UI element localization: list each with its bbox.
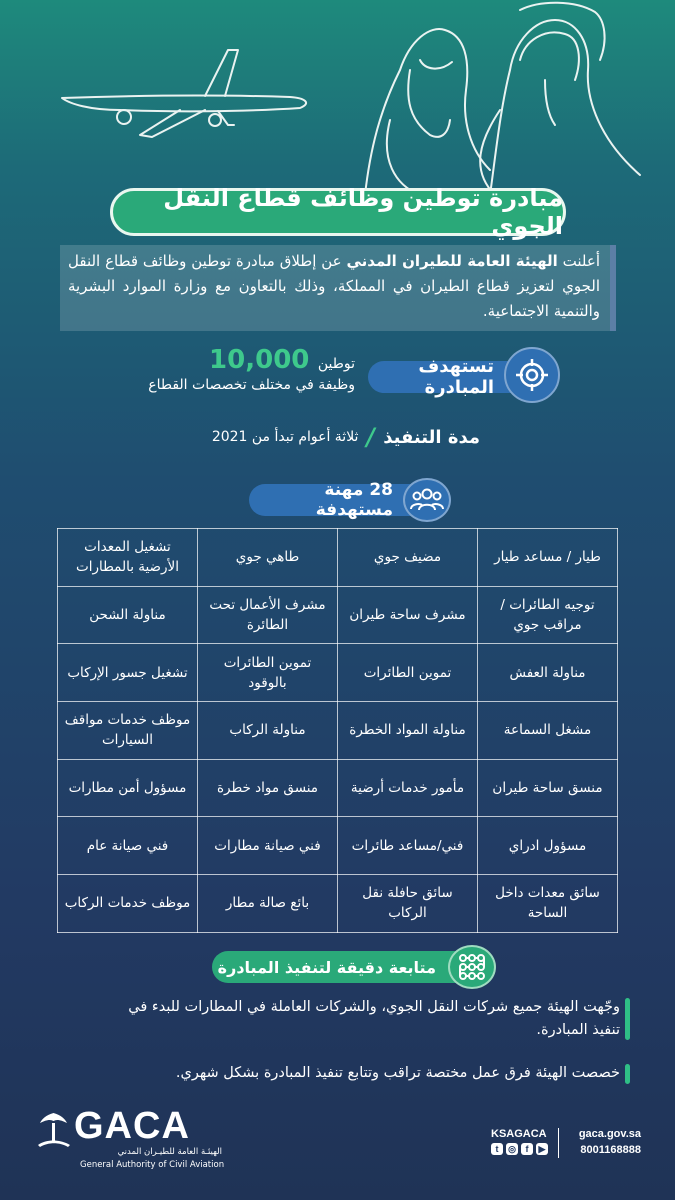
slash-divider-icon: / — [364, 423, 378, 451]
job-cell: سائق معدات داخل الساحة — [478, 875, 618, 933]
table-row — [58, 875, 618, 933]
table-row — [58, 586, 618, 644]
social-handle[interactable]: KSAGACA — [491, 1128, 547, 1140]
footer-divider — [558, 1128, 559, 1158]
job-cell: منسق ساحة طيران — [478, 759, 618, 817]
job-cell: مأمور خدمات أرضية — [338, 759, 478, 817]
target-icon — [504, 347, 560, 403]
intro-authority: الهيئة العامة للطيران المدني — [346, 252, 558, 270]
woman-figure-icon — [365, 29, 490, 195]
website-link[interactable]: gaca.gov.sa — [578, 1128, 641, 1140]
table-row — [58, 759, 618, 817]
intro-prefix: أعلنت — [557, 252, 600, 270]
footer-contact — [491, 1128, 641, 1168]
intro-paragraph — [60, 245, 616, 331]
gaca-english-name: General Authority of Civil Aviation — [80, 1160, 225, 1170]
follow-label: متابعة دقيقة لتنفيذ المبادرة — [212, 951, 462, 983]
jobs-section-header — [235, 478, 455, 522]
workflow-icon — [448, 945, 496, 989]
target-line2: وظيفة في مختلف تخصصات القطاع — [148, 377, 355, 393]
man-figure-icon — [480, 3, 640, 195]
instagram-icon[interactable]: ◎ — [506, 1143, 518, 1155]
job-cell: فني صيانة مطارات — [198, 817, 338, 875]
target-section — [110, 345, 560, 405]
people-group-icon — [403, 478, 451, 522]
phone-number[interactable]: 8001168888 — [580, 1144, 641, 1156]
job-cell: مسؤول ادراي — [478, 817, 618, 875]
job-cell: طيار / مساعد طيار — [478, 529, 618, 587]
job-cell: بائع صالة مطار — [198, 875, 338, 933]
page-title: مبادرة توطين وظائف قطاع النقل الجوي — [110, 188, 566, 236]
job-cell: مناولة الشحن — [58, 586, 198, 644]
job-cell: مناولة العفش — [478, 644, 618, 702]
follow-bullet-1-text: وجّهت الهيئة جميع شركات النقل الجوي، والشركات العاملة في المطارات للبدء في تنفيذ المبادرة. — [128, 999, 620, 1038]
bullet-bar-icon — [625, 998, 630, 1040]
table-row — [58, 702, 618, 760]
job-cell: مسؤول أمن مطارات — [58, 759, 198, 817]
job-cell: تشغيل جسور الإركاب — [58, 644, 198, 702]
job-cell: مشغل السماعة — [478, 702, 618, 760]
job-cell: مناولة الركاب — [198, 702, 338, 760]
job-cell: سائق حافلة نقل الركاب — [338, 875, 478, 933]
twitter-icon[interactable]: t — [491, 1143, 503, 1155]
table-row — [58, 644, 618, 702]
table-row — [58, 529, 618, 587]
job-cell: فني/مساعد طائرات — [338, 817, 478, 875]
job-cell: منسق مواد خطرة — [198, 759, 338, 817]
follow-section-header — [210, 945, 500, 989]
job-cell: تموين الطائرات — [338, 644, 478, 702]
intro-suffix: عن إطلاق مبادرة توطين وظائف قطاع النقل الجوي لتعزيز قطاع الطيران في المملكة، وذلك بالتعاون مع وزارة الموارد البشرية والتنمية الاجتماعية. — [68, 252, 600, 320]
gaca-wordmark: GACA — [74, 1105, 190, 1147]
target-line1-prefix: توطين — [317, 356, 355, 372]
bullet-bar-icon — [625, 1064, 630, 1084]
jobs-table — [57, 528, 618, 933]
job-cell: تشغيل المعدات الأرضية بالمطارات — [58, 529, 198, 587]
target-number: 10,000 — [209, 345, 310, 375]
facebook-icon[interactable]: f — [521, 1143, 533, 1155]
target-label: تستهدف المبادرة — [368, 361, 520, 393]
job-cell: موظف خدمات الركاب — [58, 875, 198, 933]
youtube-icon[interactable]: ▶ — [536, 1143, 548, 1155]
duration-label: مدة التنفيذ — [383, 426, 480, 448]
job-cell: تموين الطائرات بالوقود — [198, 644, 338, 702]
jobs-label: 28 مهنة مستهدفة — [249, 484, 417, 516]
job-cell: مضيف جوي — [338, 529, 478, 587]
social-icons — [491, 1143, 548, 1155]
job-cell: مشرف ساحة طيران — [338, 586, 478, 644]
follow-bullet-2-text: خصصت الهيئة فرق عمل مختصة تراقب وتتابع تنفيذ المبادرة بشكل شهري. — [175, 1065, 620, 1081]
job-cell: طاهي جوي — [198, 529, 338, 587]
palm-swords-emblem-icon — [34, 1109, 74, 1149]
gaca-logo — [34, 1105, 225, 1175]
job-cell: مشرف الأعمال تحت الطائرة — [198, 586, 338, 644]
follow-bullet-2 — [100, 1062, 620, 1086]
target-text — [105, 345, 355, 393]
follow-bullet-1 — [100, 996, 620, 1042]
job-cell: مناولة المواد الخطرة — [338, 702, 478, 760]
table-row — [58, 817, 618, 875]
hero-line-art — [0, 0, 675, 200]
job-cell: توجيه الطائرات / مراقب جوي — [478, 586, 618, 644]
job-cell: موظف خدمات مواقف السيارات — [58, 702, 198, 760]
gaca-arabic-name: الهيئـة العامة للطيـران المدني — [117, 1147, 222, 1157]
job-cell: فني صيانة عام — [58, 817, 198, 875]
airplane-icon — [62, 50, 306, 137]
duration-value: ثلاثة أعوام تبدأ من 2021 — [211, 429, 359, 445]
duration-section — [150, 422, 480, 452]
